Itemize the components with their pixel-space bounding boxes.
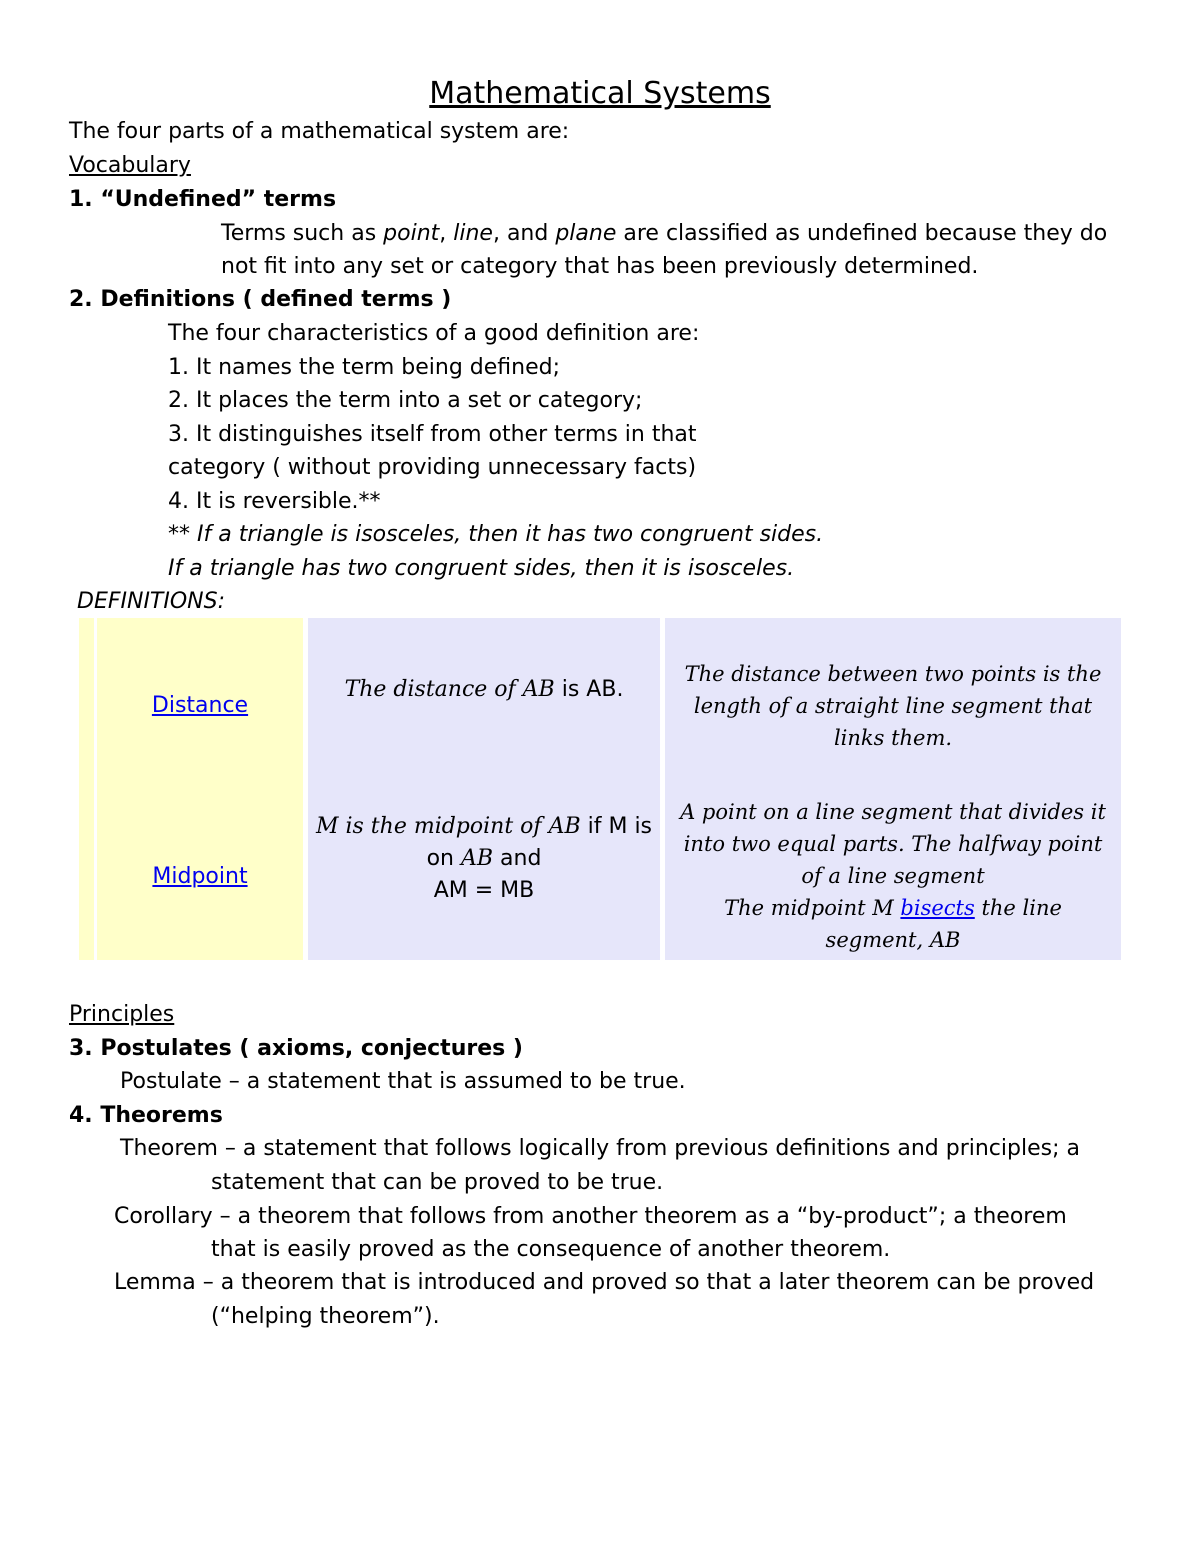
definitions-table [79, 618, 1121, 960]
bisects-link[interactable]: bisects [900, 896, 975, 920]
vocabulary-heading: Vocabulary [69, 153, 191, 178]
lemma-definition: Lemma – a theorem that is introduced and proved so that a later theorem can be proved [114, 1270, 1095, 1295]
distance-meaning-cell: The distance between two points is the length of a straight line segment that links them. [684, 662, 1102, 750]
distance-notation-cell: The distance of AB is AB. [344, 677, 624, 702]
notation-column [308, 618, 660, 960]
corollary-definition-cont: that is easily proved as the consequence of another theorem. [211, 1237, 891, 1262]
midpoint-meaning-cell: A point on a line segment that divides it into two equal parts. The halfway point of a line segment The midpoint M bisects the line segment, AB [680, 800, 1106, 952]
midpoint-link[interactable]: Midpoint [152, 864, 248, 889]
undefined-terms-line-2: not fit into any set or category that has been previously determined. [221, 254, 979, 279]
definition-characteristic: 3. It distinguishes itself from other terms in that [168, 422, 697, 447]
midpoint-notation-cell: M is the midpoint of AB if M is on AB and AM = MB [315, 814, 653, 903]
undefined-terms-heading: 1. “Undefined” terms [69, 187, 337, 212]
distance-link[interactable]: Distance [151, 693, 249, 718]
definitions-heading: 2. Definitions ( defined terms ) [69, 287, 452, 312]
theorems-heading: 4. Theorems [69, 1103, 223, 1128]
definition-characteristic: category ( without providing unnecessary facts) [168, 455, 697, 480]
definition-characteristic: 2. It places the term into a set or category; [168, 388, 643, 413]
term-distance-cell [97, 690, 303, 722]
reversible-example-2: If a triangle has two congruent sides, then it is isosceles. [168, 556, 795, 581]
term-midpoint-cell [97, 861, 303, 893]
principles-heading: Principles [69, 1002, 175, 1027]
definition-characteristic: 4. It is reversible.** [168, 489, 381, 514]
page-title: Mathematical Systems [429, 76, 771, 111]
theorem-definition-cont: statement that can be proved to be true. [211, 1170, 664, 1195]
definition-characteristic: 1. It names the term being defined; [168, 355, 561, 380]
postulate-definition: Postulate – a statement that is assumed to be true. [120, 1069, 686, 1094]
corollary-definition: Corollary – a theorem that follows from another theorem as a “by-product”; a theorem [114, 1204, 1067, 1229]
postulates-heading: 3. Postulates ( axioms, conjectures ) [69, 1036, 523, 1061]
reversible-example-1: ** If a triangle is isosceles, then it has two congruent sides. [168, 522, 824, 547]
undefined-terms-line-1: Terms such as point, line, and plane are classified as undefined because they do [221, 221, 1108, 246]
term-column [97, 618, 303, 960]
definitions-intro: The four characteristics of a good definition are: [168, 321, 700, 346]
theorem-definition: Theorem – a statement that follows logically from previous definitions and principles; a [120, 1136, 1080, 1161]
intro-text: The four parts of a mathematical system are: [69, 119, 570, 144]
lemma-definition-cont: (“helping theorem”). [211, 1304, 440, 1329]
table-margin-column [79, 618, 94, 960]
definitions-label: DEFINITIONS: [77, 589, 226, 614]
